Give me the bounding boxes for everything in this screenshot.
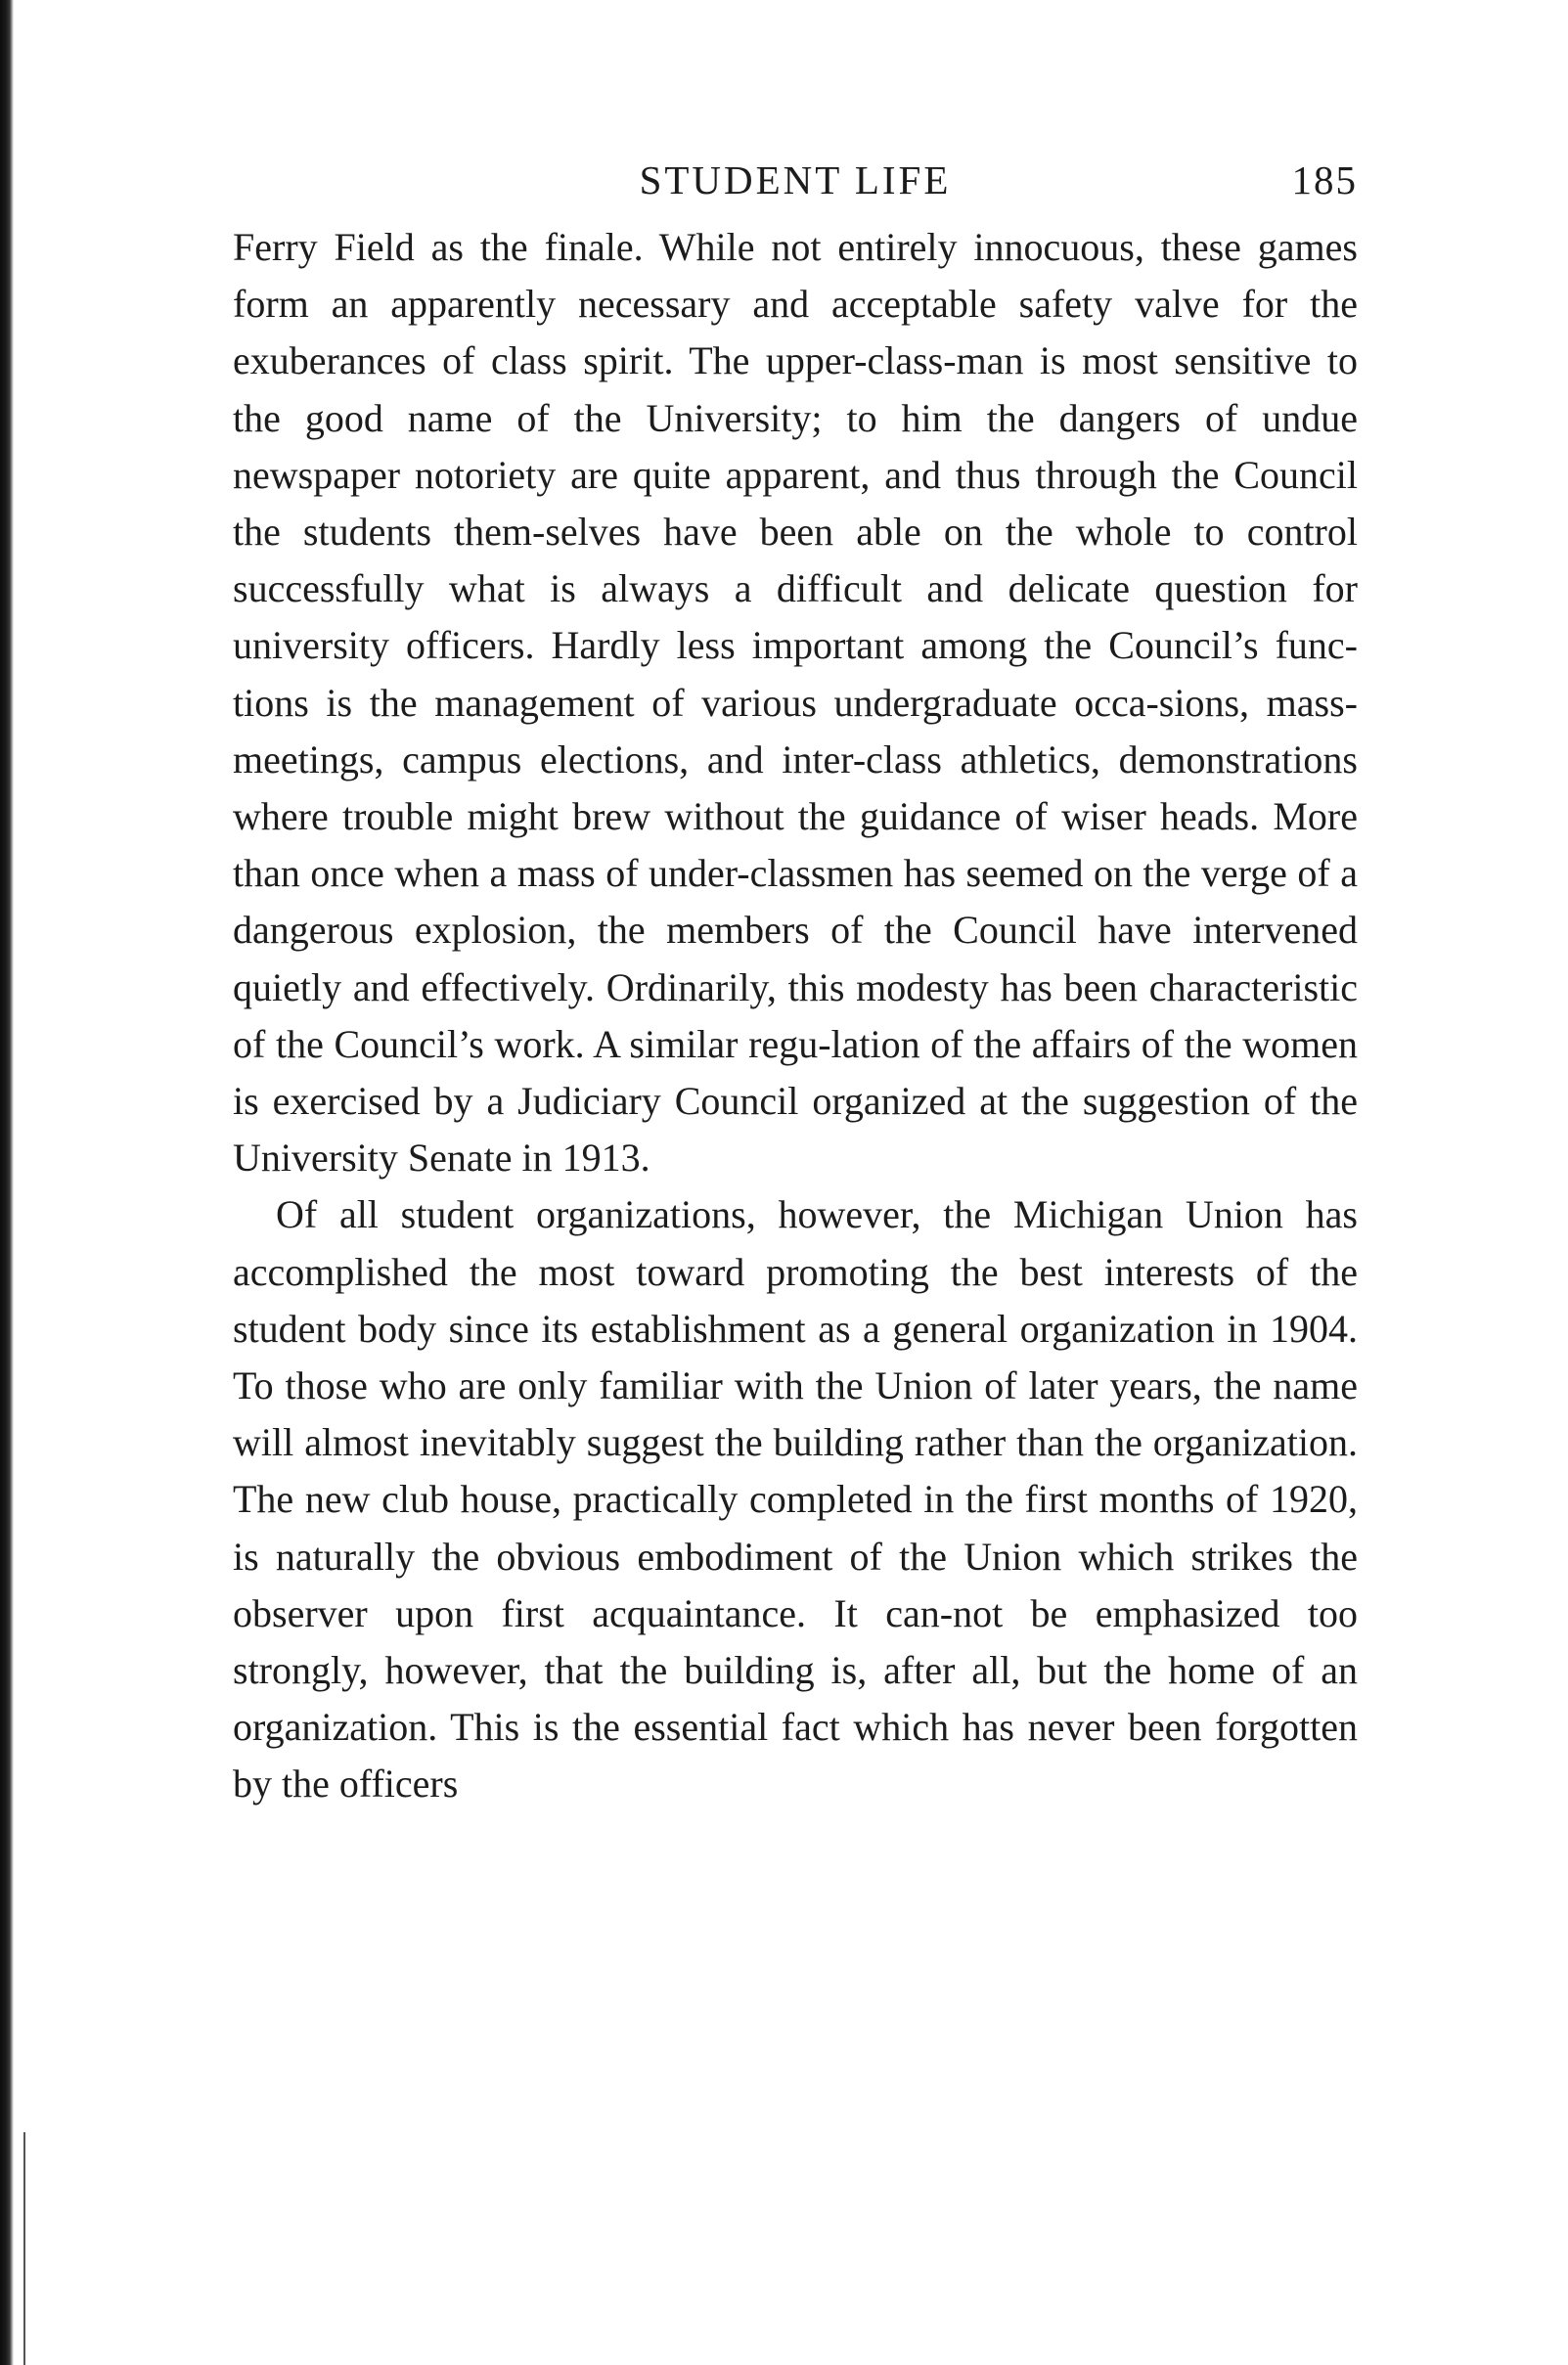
running-title: STUDENT LIFE [639, 157, 952, 202]
running-head [233, 156, 1358, 215]
scan-binding-mark [23, 2132, 25, 2365]
paragraph-2: Of all student organizations, however, the Michigan Union has accomplished the most toward promoting the best interests of the student body since its establishment as a general organization in 1904. To those who are only familiar with the Union of later years, the name will almost inevitably suggest the building rather than the organization. The new club house, practically completed in the first months of 1920, is naturally the obvious embodiment of the Union which strikes the observer upon first acquaintance. It can-not be emphasized too strongly, however, that the building is, after all, but the home of an organization. This is the essential fact which has never been forgotten by the officers [233, 1192, 1358, 1807]
page-number: 185 [1291, 157, 1358, 202]
scan-binding-edge [0, 0, 14, 2365]
book-page [233, 156, 1358, 1813]
paragraph-1: Ferry Field as the finale. While not entirely innocuous, these games form an apparently necessary and acceptable safety valve for the exuberances of class spirit. The upper-class-man is most sensitive to the good name of the University; to him the dangers of undue newspaper notoriety are quite apparent, and thus through the Council the students them-selves have been able on the whole to control successfully what is always a difficult and delicate question for university officers. Hardly less important among the Council’s func-tions is the management of various undergraduate occa-sions, mass-meetings, campus elections, and inter-class athletics, demonstrations where trouble might brew without the guidance of wiser heads. More than once when a mass of under-classmen has seemed on the verge of a dangerous explosion, the members of the Council have intervened quietly and effectively. Ordinarily, this modesty has been characteristic of the Council’s work. A similar regu-lation of the affairs of the women is exercised by a Judiciary Council organized at the suggestion of the University Senate in 1913. [233, 225, 1358, 1181]
body-text [233, 219, 1358, 1813]
